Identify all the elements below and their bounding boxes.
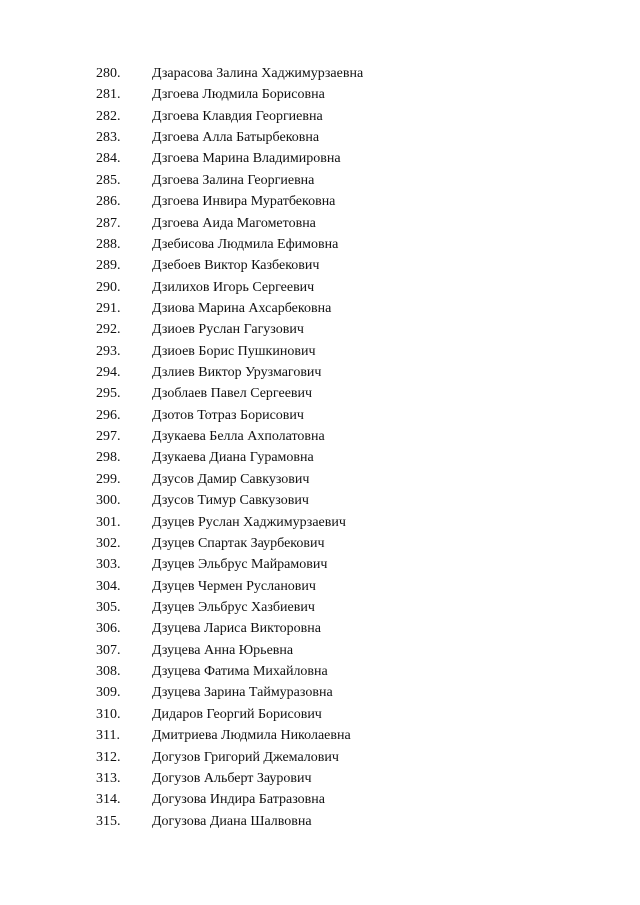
entry-name: Дзгоева Аида Магометовна [152, 215, 316, 231]
entry-number: 284. [96, 151, 121, 167]
entry-name: Дзуцева Зарина Таймуразовна [152, 685, 333, 701]
entry-name: Догузов Альберт Заурович [152, 770, 312, 786]
entry-number: 285. [96, 172, 121, 188]
list-item [0, 640, 640, 661]
entry-name: Дзгоева Алла Батырбековна [152, 130, 320, 146]
entry-number: 288. [96, 236, 121, 252]
list-item [0, 490, 640, 511]
list-item [0, 533, 640, 554]
list-item [0, 84, 640, 105]
entry-number: 302. [96, 535, 121, 551]
list-item [0, 789, 640, 810]
entry-number: 309. [96, 685, 121, 701]
entry-name: Догузов Григорий Джемалович [152, 749, 339, 765]
list-item [0, 747, 640, 768]
list-item [0, 682, 640, 703]
entry-number: 303. [96, 557, 121, 573]
entry-number: 304. [96, 578, 121, 594]
numbered-name-list [0, 63, 640, 832]
entry-number: 296. [96, 407, 121, 423]
entry-number: 301. [96, 514, 121, 530]
entry-number: 314. [96, 792, 121, 808]
entry-number: 308. [96, 664, 121, 680]
entry-name: Дидаров Георгий Борисович [152, 706, 322, 722]
entry-name: Дзуцев Эльбрус Хазбиевич [152, 599, 315, 615]
entry-number: 307. [96, 642, 121, 658]
entry-name: Дзусов Дамир Савкузович [152, 471, 310, 487]
list-item [0, 554, 640, 575]
entry-name: Дмитриева Людмила Николаевна [152, 728, 351, 744]
entry-name: Дзукаева Диана Гурамовна [152, 450, 314, 466]
entry-name: Дзуцева Анна Юрьевна [152, 642, 294, 658]
entry-name: Дзиоев Руслан Гагузович [152, 322, 304, 338]
entry-name: Дзуцев Спартак Заурбекович [152, 535, 325, 551]
list-item [0, 170, 640, 191]
list-item [0, 405, 640, 426]
list-item [0, 811, 640, 832]
entry-number: 306. [96, 621, 121, 637]
entry-number: 310. [96, 706, 121, 722]
list-item [0, 106, 640, 127]
entry-number: 297. [96, 429, 121, 445]
list-item [0, 704, 640, 725]
list-item [0, 469, 640, 490]
list-item [0, 63, 640, 84]
entry-number: 299. [96, 471, 121, 487]
entry-number: 282. [96, 108, 121, 124]
list-item [0, 512, 640, 533]
entry-name: Дзлиев Виктор Урузмагович [152, 365, 322, 381]
entry-name: Догузова Диана Шалвовна [152, 813, 312, 829]
list-item [0, 383, 640, 404]
entry-name: Дзилихов Игорь Сергеевич [152, 279, 315, 295]
list-item [0, 234, 640, 255]
list-item [0, 768, 640, 789]
list-item [0, 447, 640, 468]
list-item [0, 661, 640, 682]
entry-number: 294. [96, 365, 121, 381]
entry-name: Дзуцев Эльбрус Майрамович [152, 557, 328, 573]
entry-number: 311. [96, 728, 120, 744]
entry-number: 292. [96, 322, 121, 338]
entry-name: Дзарасова Залина Хаджимурзаевна [152, 66, 364, 81]
entry-number: 281. [96, 87, 121, 103]
entry-name: Дзиоев Борис Пушкинович [152, 343, 316, 359]
entry-number: 312. [96, 749, 121, 765]
list-item [0, 426, 640, 447]
list-item [0, 298, 640, 319]
list-item [0, 277, 640, 298]
entry-name: Дзебоев Виктор Казбекович [152, 258, 320, 274]
entry-name: Дзоблаев Павел Сергеевич [152, 386, 313, 402]
entry-number: 300. [96, 493, 121, 509]
entry-name: Дзиова Марина Ахсарбековна [152, 300, 332, 316]
entry-number: 313. [96, 770, 121, 786]
entry-number: 295. [96, 386, 121, 402]
entry-name: Дзукаева Белла Ахполатовна [152, 429, 325, 445]
entry-name: Дзгоева Клавдия Георгиевна [152, 108, 323, 124]
list-item [0, 191, 640, 212]
list-item [0, 576, 640, 597]
entry-number: 280. [96, 66, 121, 81]
list-item [0, 362, 640, 383]
list-item [0, 127, 640, 148]
entry-number: 315. [96, 813, 121, 829]
entry-name: Догузова Индира Батразовна [152, 792, 325, 808]
entry-number: 286. [96, 194, 121, 210]
entry-name: Дзгоева Инвира Муратбековна [152, 194, 336, 210]
entry-name: Дзусов Тимур Савкузович [152, 493, 309, 509]
entry-name: Дзгоева Залина Георгиевна [152, 172, 315, 188]
list-item [0, 148, 640, 169]
entry-name: Дзебисова Людмила Ефимовна [152, 236, 339, 252]
entry-number: 293. [96, 343, 121, 359]
entry-name: Дзуцев Руслан Хаджимурзаевич [152, 514, 346, 530]
entry-number: 290. [96, 279, 121, 295]
list-item [0, 319, 640, 340]
list-item [0, 213, 640, 234]
list-item [0, 255, 640, 276]
list-item [0, 618, 640, 639]
entry-name: Дзуцева Фатима Михайловна [152, 664, 328, 680]
entry-name: Дзуцева Лариса Викторовна [152, 621, 321, 637]
list-item [0, 597, 640, 618]
entry-name: Дзотов Тотраз Борисович [152, 407, 304, 423]
entry-number: 283. [96, 130, 121, 146]
list-item [0, 725, 640, 746]
entry-number: 291. [96, 300, 121, 316]
entry-name: Дзгоева Марина Владимировна [152, 151, 341, 167]
entry-name: Дзгоева Людмила Борисовна [152, 87, 325, 103]
entry-number: 298. [96, 450, 121, 466]
entry-number: 305. [96, 599, 121, 615]
list-item [0, 341, 640, 362]
entry-number: 289. [96, 258, 121, 274]
entry-number: 287. [96, 215, 121, 231]
entry-name: Дзуцев Чермен Русланович [152, 578, 316, 594]
